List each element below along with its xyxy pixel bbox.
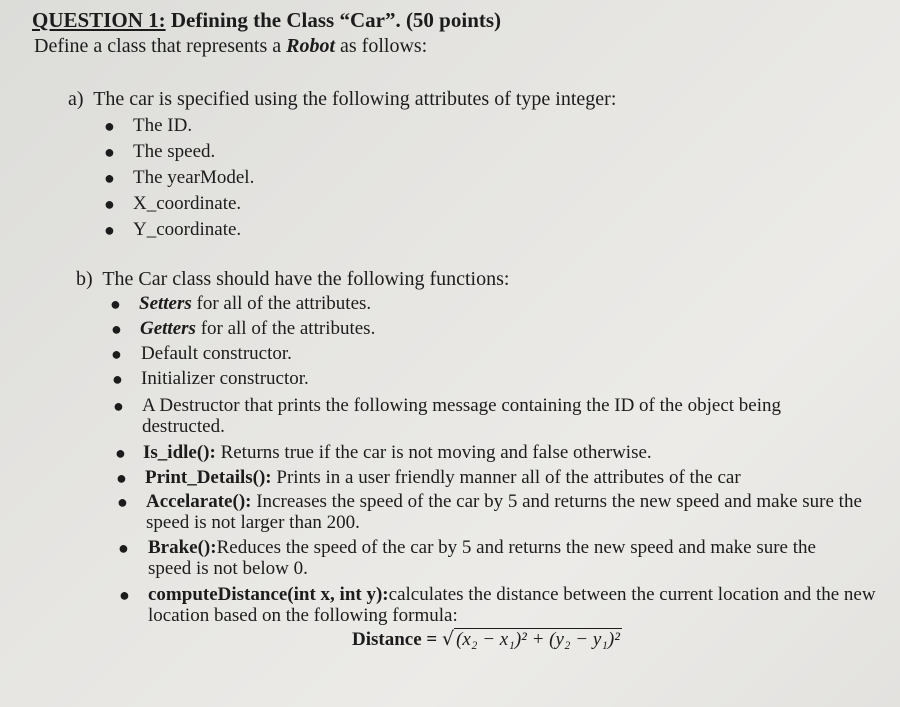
part-b-item-setters: Setters for all of the attributes. [139,293,372,314]
question-intro [34,35,427,58]
intro-prefix: Define a class that represents a [34,35,287,57]
bullet-icon: ● [110,294,121,314]
part-b-item-accelarate: Accelarate(): Increases the speed of the car by 5 and returns the new speed and make sure the speed is not larger than 200. [146,491,862,533]
part-b-item-initializer-constructor: Initializer constructor. [141,368,309,389]
part-b-item-is-idle: Is_idle(): Returns true if the car is not moving and false otherwise. [143,442,652,463]
part-b-heading [76,268,509,291]
intro-suffix: as follows: [335,35,428,57]
bullet-icon: ● [111,344,122,364]
bullet-icon: ● [104,116,115,136]
part-a-item: The speed. [133,141,216,162]
part-a-item: Y_coordinate. [133,219,242,240]
part-a-item: The ID. [133,115,193,136]
part-b-item-print-details: Print_Details(): Prints in a user friendly manner all of the attributes of the car [145,467,741,488]
part-b-item-destructor: A Destructor that prints the following message containing the ID of the object being destructed. [142,395,781,437]
part-a-label: a) [68,88,84,110]
bullet-icon: ● [104,142,115,162]
question-title [32,8,501,33]
bullet-icon: ● [111,319,122,339]
bullet-icon: ● [104,194,115,214]
question-title-text: Defining the Class “Car”. (50 points) [165,8,502,32]
part-a-item: X_coordinate. [133,193,242,214]
bullet-icon: ● [116,468,127,488]
bullet-icon: ● [112,369,123,389]
part-b-item-compute-distance: computeDistance(int x, int y):calculates the distance between the current location and the new location based on the following formula: [148,584,876,626]
bullet-icon: ● [117,492,128,512]
bullet-icon: ● [113,396,124,416]
distance-formula [352,628,622,651]
square-root-icon: √ [441,628,455,650]
bullet-icon: ● [104,220,115,240]
bullet-icon: ● [115,443,126,463]
part-b-item-default-constructor: Default constructor. [141,343,292,364]
formula-expression: (x₂ − x₁)² + (y₂ − y₁)² [456,629,620,650]
part-a-item: The yearModel. [133,167,255,188]
part-b-label: b) [76,268,93,290]
part-b-text: The Car class should have the following functions: [102,268,510,290]
bullet-icon: ● [118,538,129,558]
part-a-text: The car is specified using the following attributes of type integer: [93,88,617,110]
question-label: QUESTION 1: [32,8,166,32]
bullet-icon: ● [104,168,115,188]
formula-label: Distance = [352,629,442,650]
part-a-heading [68,88,616,111]
part-b-item-getters: Getters for all of the attributes. [140,318,376,339]
bullet-icon: ● [119,585,130,605]
intro-bold-word: Robot [286,35,336,57]
part-b-item-brake: Brake():Reduces the speed of the car by 5 and returns the new speed and make sure the speed is not below 0. [148,537,816,579]
